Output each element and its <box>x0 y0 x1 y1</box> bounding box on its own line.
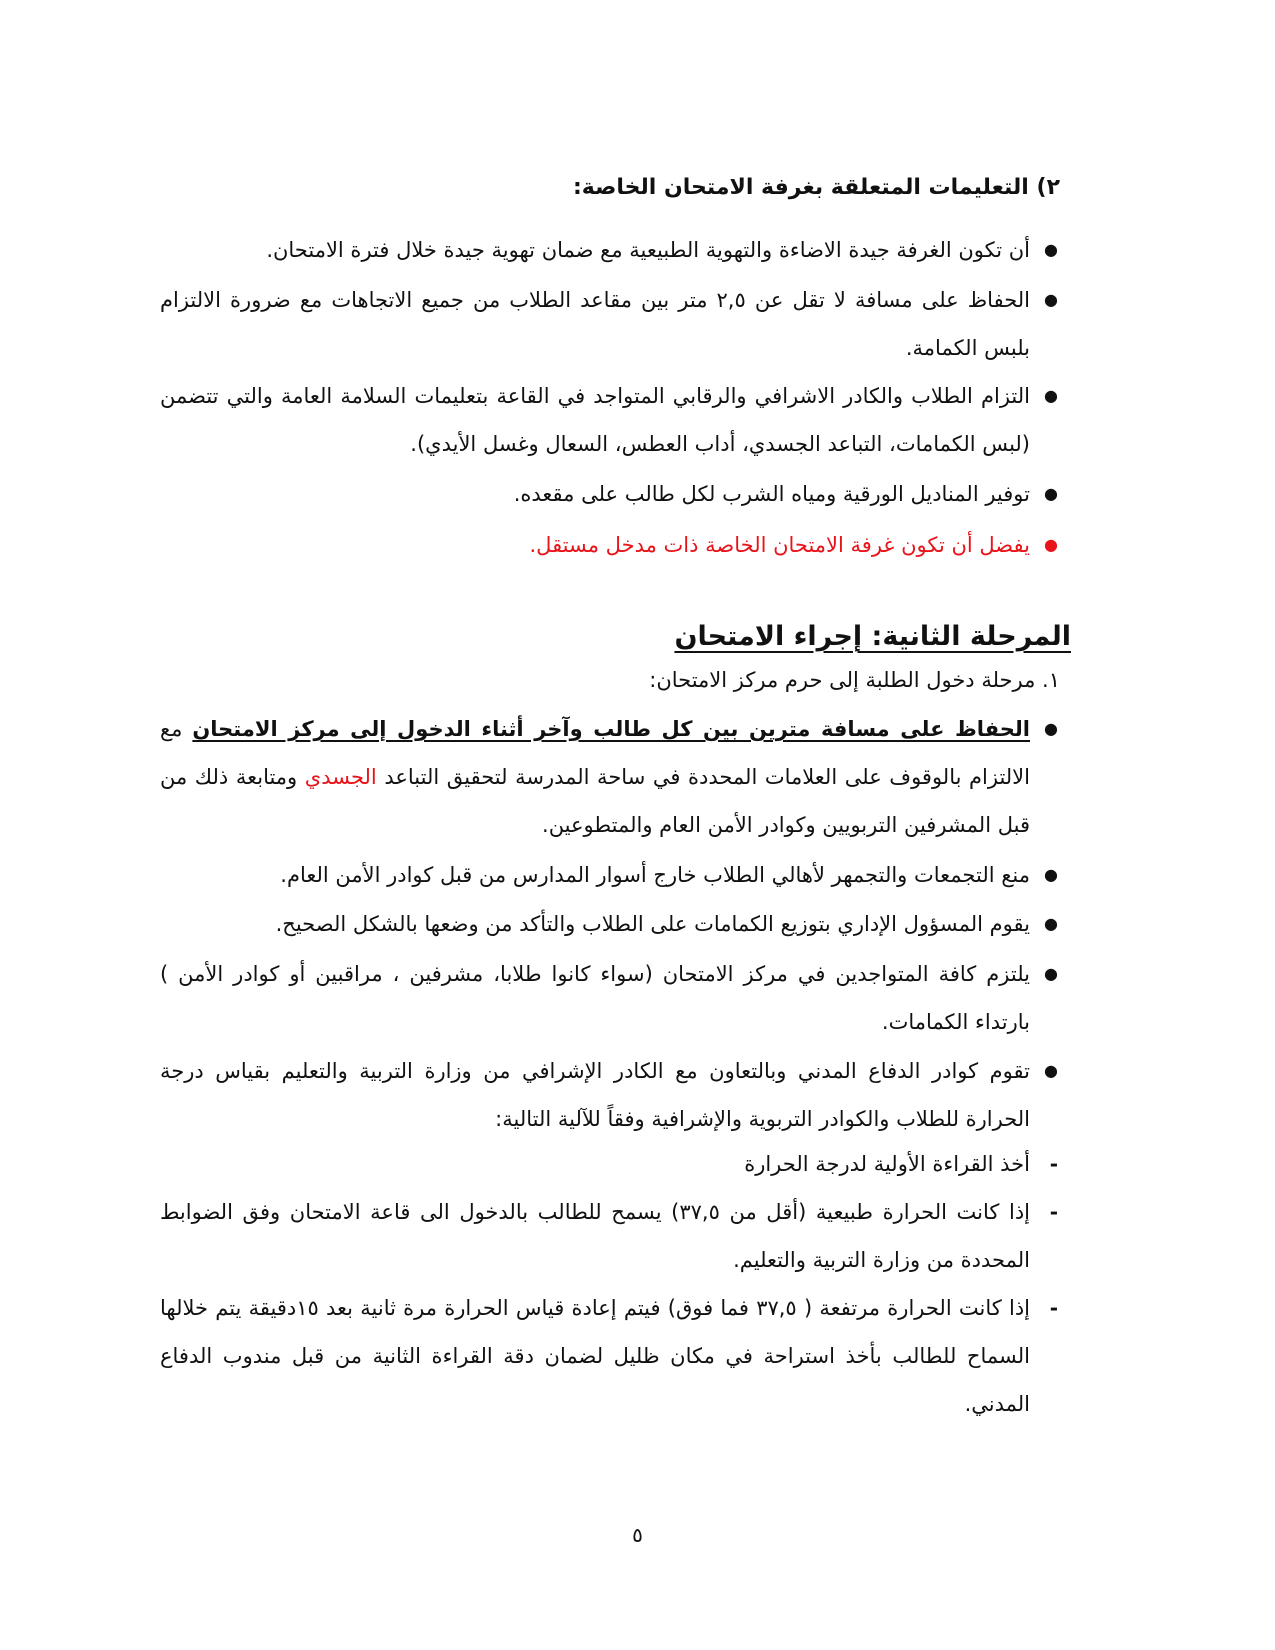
list-item <box>160 900 1060 948</box>
bullet-marker: ● <box>1044 964 1058 983</box>
highlighted-word: الجسدي <box>304 765 377 789</box>
list-item-text: الحفاظ على مسافة لا تقل عن ٢,٥ متر بين مقاعد الطلاب من جميع الاتجاهات مع ضرورة الالتزام بلبس الكمامة. <box>160 288 1030 360</box>
list-item-text: ومتابعة ذلك من قبل المشرفين التربويين وكوادر الأمن العام والمتطوعين. <box>160 765 1030 837</box>
dash-list <box>160 1140 1060 1188</box>
section2-bullet-list <box>160 372 1060 468</box>
bullet-marker: ● <box>1044 290 1058 309</box>
bullet-marker: ● <box>1044 386 1058 405</box>
list-item-text: يقوم المسؤول الإداري بتوزيع الكمامات على الطلاب والتأكد من وضعها بالشكل الصحيح. <box>275 912 1030 936</box>
list-item <box>160 950 1060 1046</box>
list-item-text: توفير المناديل الورقية ومياه الشرب لكل طالب على مقعده. <box>513 482 1030 506</box>
list-item <box>160 372 1060 468</box>
phase2-bullet-list <box>160 705 1060 849</box>
list-item-text: يلتزم كافة المتواجدين في مركز الامتحان (سواء كانوا طلابا، مشرفين ، مراقبين أو كوادر الأمن ) بارتداء الكمامات. <box>160 962 1030 1034</box>
bullet-marker: ● <box>1044 719 1058 738</box>
bullet-marker: ● <box>1044 535 1058 554</box>
section2-bullet-list <box>160 521 1060 569</box>
bullet-marker: ● <box>1044 914 1058 933</box>
list-item-text: أن تكون الغرفة جيدة الاضاءة والتهوية الطبيعية مع ضمان تهوية جيدة خلال فترة الامتحان. <box>266 238 1030 262</box>
section2-bullet-list <box>160 470 1060 518</box>
dash-item <box>160 1188 1060 1284</box>
list-item-text: التزام الطلاب والكادر الاشرافي والرقابي المتواجد في القاعة بتعليمات السلامة العامة والتي تتضمن (لبس الكمامات، التباعد الجسدي، أداب العطس، السعال وغسل الأيدي). <box>160 384 1030 456</box>
list-item-highlighted <box>160 521 1060 569</box>
list-item <box>160 851 1060 899</box>
dash-item-text: إذا كانت الحرارة مرتفعة ( ٣٧,٥ فما فوق) فيتم إعادة قياس الحرارة مرة ثانية بعد ١٥دقيقة يتم خلالها السماح للطالب بأخذ استراحة في مكان ظليل لضمان دقة القراءة الثانية من قبل مندوب الدفاع المدني. <box>160 1296 1030 1416</box>
dash-list <box>160 1188 1060 1284</box>
step-line <box>160 656 1060 704</box>
bullet-marker: ● <box>1044 240 1058 259</box>
dash-item-text: أخذ القراءة الأولية لدرجة الحرارة <box>744 1152 1030 1176</box>
list-item <box>160 1047 1060 1143</box>
dash-marker: - <box>1049 1296 1058 1320</box>
list-item <box>160 276 1060 372</box>
phase2-bullet-list <box>160 900 1060 948</box>
phase2-bullet-list <box>160 1047 1060 1143</box>
list-item-text: منع التجمعات والتجمهر لأهالي الطلاب خارج أسوار المدارس من قبل كوادر الأمن العام. <box>280 863 1030 887</box>
bullet-marker: ● <box>1044 865 1058 884</box>
dash-marker: - <box>1049 1152 1058 1176</box>
phase-title: المرحلة الثانية: إجراء الامتحان <box>674 621 1071 652</box>
bullet-marker: ● <box>1044 1061 1058 1080</box>
emphasis-text: الحفاظ على مسافة مترين بين كل طالب وآخر أثناء الدخول إلى مركز الامتحان <box>192 717 1030 741</box>
list-item <box>160 226 1060 274</box>
list-item-text: تقوم كوادر الدفاع المدني وبالتعاون مع الكادر الإشرافي من وزارة التربية والتعليم بقياس درجة الحرارة للطلاب والكوادر التربوية والإشرافية وفقاً للآلية التالية: <box>160 1059 1030 1131</box>
section-heading: ٢) التعليمات المتعلقة بغرفة الامتحان الخاصة: <box>572 175 1060 200</box>
page-number: ٥ <box>632 1523 643 1547</box>
dash-marker: - <box>1049 1200 1058 1224</box>
list-item-text: مع الالتزام بالوقوف على العلامات المحددة في ساحة المدرسة لتحقيق التباعد <box>160 717 1030 789</box>
phase2-bullet-list <box>160 851 1060 899</box>
section2-bullet-list <box>160 226 1060 274</box>
section2-bullet-list <box>160 276 1060 372</box>
list-item <box>160 705 1060 849</box>
dash-item <box>160 1140 1060 1188</box>
dash-item <box>160 1284 1060 1428</box>
list-item <box>160 470 1060 518</box>
phase2-bullet-list <box>160 950 1060 1046</box>
bullet-marker: ● <box>1044 484 1058 503</box>
step-text: ١. مرحلة دخول الطلبة إلى حرم مركز الامتحان: <box>649 668 1060 692</box>
dash-list <box>160 1284 1060 1428</box>
list-item-text: يفضل أن تكون غرفة الامتحان الخاصة ذات مدخل مستقل. <box>529 533 1030 557</box>
dash-item-text: إذا كانت الحرارة طبيعية (أقل من ٣٧,٥) يسمح للطالب بالدخول الى قاعة الامتحان وفق الضوابط المحددة من وزارة التربية والتعليم. <box>160 1200 1031 1272</box>
